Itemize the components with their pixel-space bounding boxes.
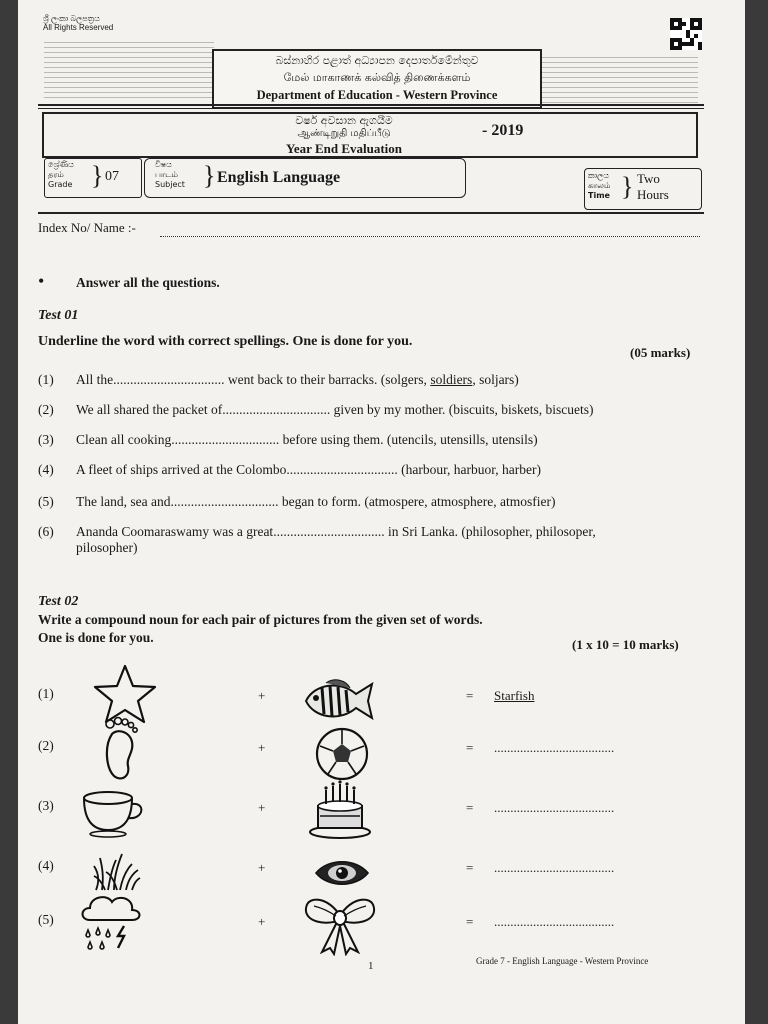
grade-label-si: ශ්‍රේණිය (48, 160, 74, 169)
copyright-english: All Rights Reserved (43, 23, 114, 32)
equals-sign: = (466, 800, 474, 815)
test2-heading-2: One is done for you. (38, 630, 154, 645)
answer-blank[interactable]: ..................................... (494, 914, 615, 929)
question-text (76, 432, 711, 448)
department-box (212, 49, 542, 109)
department-title: Department of Education - Western Province (256, 88, 498, 102)
time-value (637, 171, 669, 203)
question-text (76, 462, 711, 478)
question-fragment: pilosopher) (76, 540, 138, 555)
grade-labels (48, 160, 74, 190)
subject-label-ta: பாடம் (155, 170, 178, 179)
question-fragment: (harbour, harbuor, harber) (397, 462, 541, 477)
time-labels (588, 171, 610, 201)
time-box: කාලය காலம் Time } Two Hours (584, 168, 702, 210)
header-rule-top (38, 104, 704, 106)
row-number: (1) (38, 686, 54, 701)
fish-icon (300, 678, 376, 729)
question-fragment: Ananda Coomaraswamy was a great (76, 524, 274, 539)
evaluation-year: - 2019 (482, 122, 524, 139)
test1-heading: Underline the word with correct spellings. One is done for you. (38, 334, 413, 349)
evaluation-sinhala: වර්ෂ අවසාන ඇගයීම (295, 114, 393, 127)
question-number: (1) (38, 372, 54, 387)
copyright-line (43, 14, 113, 32)
department-sinhala: බස්නාහිර පළාත් අධ්‍යාපන දෙපාර්තමේන්තුව (275, 54, 479, 67)
ball-icon (314, 726, 370, 787)
question-fragment: went back to their barracks. (solgers, (224, 372, 431, 387)
row-number: (4) (38, 858, 54, 873)
plus-sign: + (258, 800, 266, 815)
question-fragment: We all shared the packet of (76, 402, 223, 417)
answer-blank[interactable]: ..................................... (494, 860, 615, 875)
answer-blank[interactable]: ................................. (273, 524, 385, 539)
answer-blank[interactable]: ................................. (286, 462, 398, 477)
question-text (76, 524, 711, 556)
question-text (76, 372, 711, 388)
test2-heading-1: Write a compound noun for each pair of pictures from the given set of words. (38, 612, 483, 627)
question-number: (3) (38, 432, 54, 447)
answer-blank[interactable]: ................................ (171, 432, 280, 447)
equals-sign: = (466, 914, 474, 929)
time-label-ta: காலம் (588, 181, 611, 190)
row-number: (2) (38, 738, 54, 753)
evaluation-tamil: ஆண்டிறுதி மதிப்பீடு (297, 128, 391, 139)
time-value-line2: Hours (637, 187, 669, 202)
bullet-icon: • (38, 271, 45, 291)
grade-label-en: Grade (48, 180, 73, 189)
cup-icon (80, 788, 146, 843)
question-number: (2) (38, 402, 54, 417)
subject-box: විෂය பாடம் Subject } English Language (144, 158, 466, 198)
answer-blank[interactable]: ................................ (170, 494, 279, 509)
index-label: Index No/ Name :- (38, 220, 136, 235)
question-fragment: Clean all cooking (76, 432, 172, 447)
exam-page (18, 0, 745, 1024)
test2-title: Test 02 (38, 594, 79, 609)
subject-labels (155, 160, 185, 190)
plus-sign: + (258, 688, 266, 703)
answer-blank[interactable]: ................................ (222, 402, 331, 417)
question-text (76, 402, 711, 418)
question-fragment: began to form. (atmospere, atmosphere, atmosfier) (278, 494, 556, 509)
copyright-sinhala: ශ්‍රී ලංකා බලපත්‍රය (43, 14, 100, 23)
bow-icon (302, 890, 378, 961)
question-number: (5) (38, 494, 54, 509)
question-number: (4) (38, 462, 54, 477)
question-fragment: given by my mother. (biscuits, biskets, biscuets) (330, 402, 594, 417)
page-number: 1 (368, 960, 374, 972)
answer-blank[interactable]: ................................. (113, 372, 225, 387)
footer-text: Grade 7 - English Language - Western Province (476, 956, 649, 966)
test1-marks: (05 marks) (630, 345, 691, 360)
question-text (76, 494, 711, 510)
cake-icon (306, 780, 374, 845)
row-number: (5) (38, 912, 54, 927)
question-fragment: in Sri Lanka. (philosopher, philosoper, (384, 524, 596, 539)
plus-sign: + (258, 914, 266, 929)
header-rule-bottom (38, 212, 704, 214)
plus-sign: + (258, 860, 266, 875)
time-value-line1: Two (637, 171, 660, 186)
grade-label-ta: தரம் (48, 170, 64, 179)
example-answer: Starfish (494, 688, 535, 703)
question-number: (6) (38, 524, 54, 539)
answer-blank[interactable]: ..................................... (494, 800, 615, 815)
header-rule-top-2 (38, 108, 704, 109)
eye-icon (314, 858, 370, 893)
qr-code-icon (670, 18, 702, 50)
answer-blank[interactable]: ..................................... (494, 740, 615, 755)
subject-value: English Language (217, 169, 341, 186)
evaluation-title: Year End Evaluation (285, 141, 403, 156)
test2-marks: (1 x 10 = 10 marks) (572, 637, 679, 652)
subject-label-en: Subject (155, 180, 185, 189)
equals-sign: = (466, 740, 474, 755)
equals-sign: = (466, 860, 474, 875)
index-input-line[interactable] (160, 236, 700, 237)
instruction-text: Answer all the questions. (76, 275, 220, 290)
row-number: (3) (38, 798, 54, 813)
plus-sign: + (258, 740, 266, 755)
equals-sign: = (466, 688, 474, 703)
time-label-en: Time (588, 191, 610, 200)
evaluation-box (42, 112, 698, 158)
question-fragment: The land, sea and (76, 494, 171, 509)
question-fragment: All the (76, 372, 114, 387)
question-fragment: before using them. (utencils, utensills, utensils) (279, 432, 538, 447)
department-tamil: மேல் மாகாணக் கல்வித் திணைக்களம் (283, 71, 471, 84)
underlined-answer: soldiers (430, 372, 473, 387)
time-label-si: කාලය (588, 171, 609, 180)
question-fragment: , soljars) (472, 372, 519, 387)
newsprint-left (44, 40, 214, 102)
rain-icon (78, 890, 144, 957)
grade-box: ශ්‍රේණිය தரம் Grade } 07 (44, 158, 142, 198)
question-fragment: A fleet of ships arrived at the Colombo (76, 462, 287, 477)
test1-title: Test 01 (38, 308, 79, 323)
subject-label-si: විෂය (155, 160, 172, 169)
grade-value: 07 (105, 169, 119, 184)
foot-icon (100, 716, 144, 787)
newsprint-right (538, 55, 698, 103)
